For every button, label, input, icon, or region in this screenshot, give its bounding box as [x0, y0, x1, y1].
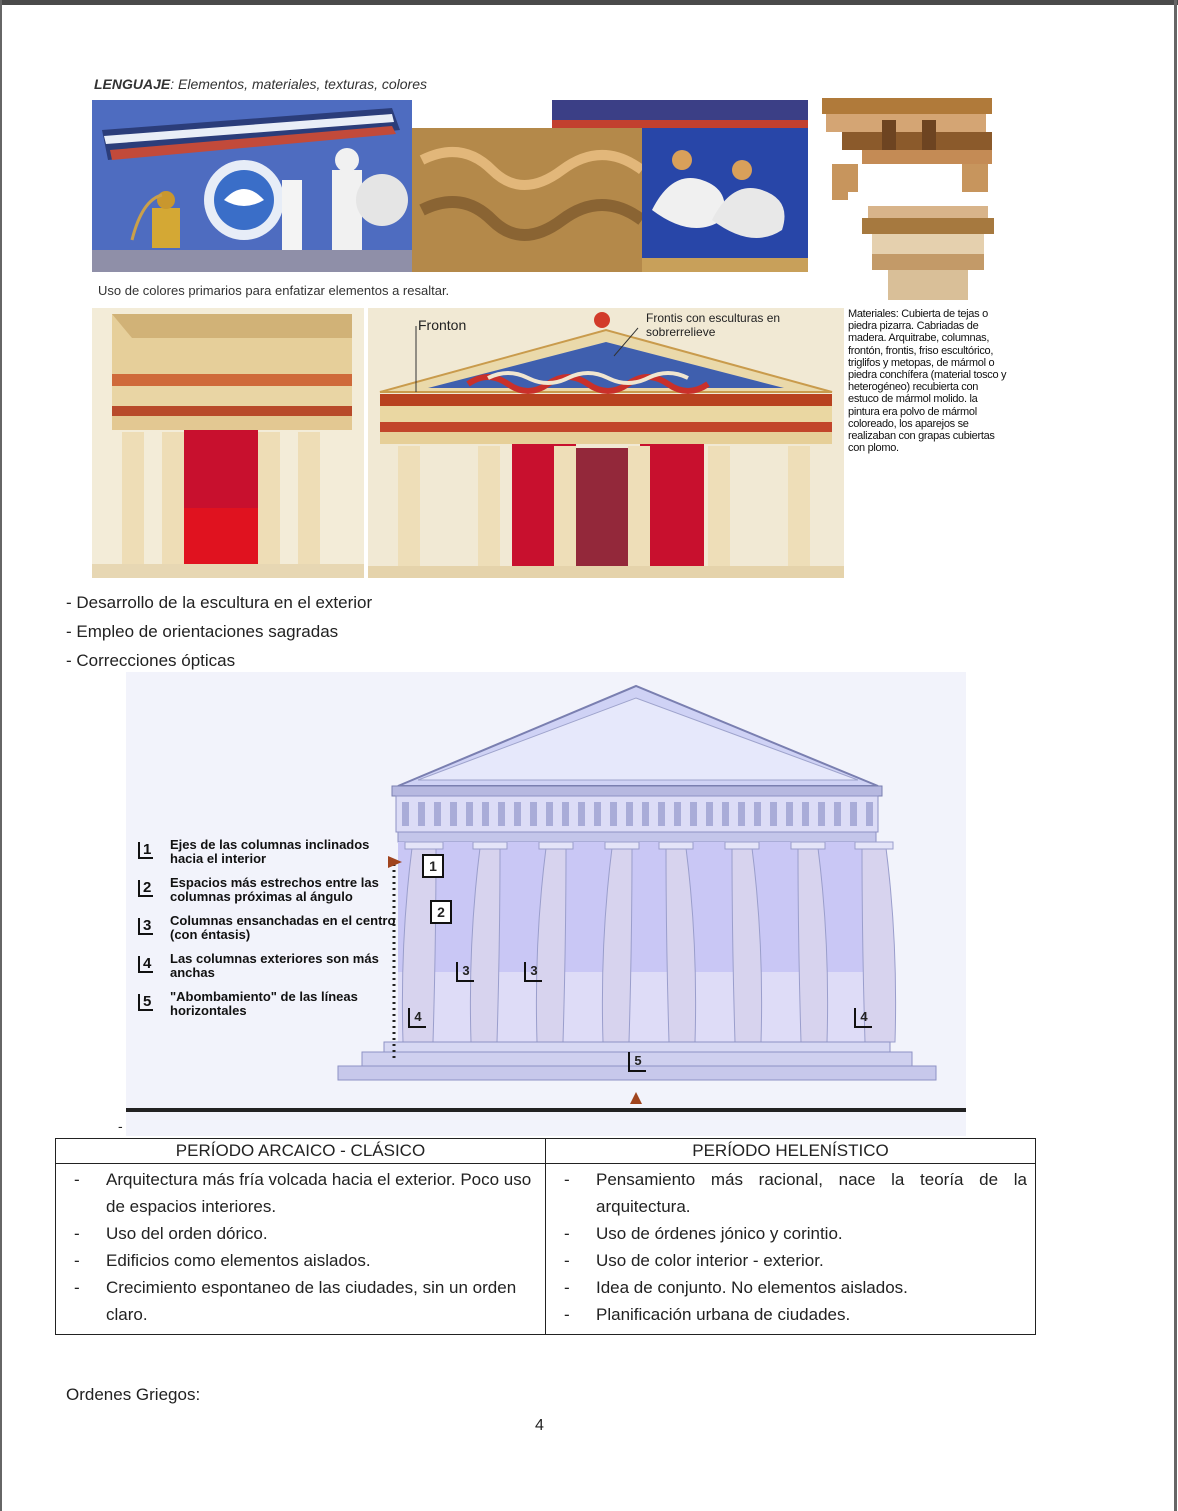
table-header-row [56, 1139, 1036, 1164]
page-right-border [1174, 0, 1177, 1511]
list-item: - Uso de color interior - exterior. [564, 1251, 824, 1270]
language-materials-figure [88, 70, 1008, 590]
marker-3a: 3 [456, 962, 474, 982]
triglyph [866, 802, 873, 826]
header-archaic-classic: PERÍODO ARCAICO - CLÁSICO [56, 1139, 546, 1164]
triglyph [562, 802, 569, 826]
temple-front-image [368, 308, 844, 578]
triglyph [658, 802, 665, 826]
marker-4b: 4 [854, 1008, 872, 1028]
page-top-border [0, 0, 1178, 5]
triglyph [578, 802, 585, 826]
triglyph [818, 802, 825, 826]
triglyph [610, 802, 617, 826]
figure-title-bold: LENGUAJE [94, 76, 171, 92]
legend-item-5: 5 "Abombamiento" de las líneas horizontales [138, 990, 398, 1018]
legend-item-4: 4 Las columnas exteriores son más anchas [138, 952, 398, 980]
frieze-relief-image [412, 100, 808, 272]
bullet-optical: - Correcciones ópticas [66, 651, 236, 670]
triglyph [738, 802, 745, 826]
triglyph [482, 802, 489, 826]
list-item: - Uso de órdenes jónico y corintio. [564, 1224, 843, 1243]
figure-dash: - [118, 1118, 123, 1134]
bullet-orientation: - Empleo de orientaciones sagradas [66, 622, 339, 641]
marker-5: 5 [628, 1052, 646, 1072]
column-capital [855, 842, 893, 849]
legend-item-2: 2 Espacios más estrechos entre las columnas próximas al ángulo [138, 876, 398, 904]
fronton-label: Fronton [418, 317, 467, 333]
figure-title [94, 76, 427, 92]
column-capital [791, 842, 825, 849]
primary-colors-caption: Uso de colores primarios para enfatizar elementos a resaltar. [98, 283, 450, 298]
triglyph [466, 802, 473, 826]
triglyph [418, 802, 425, 826]
list-item: - Edificios como elementos aislados. [74, 1251, 371, 1270]
triglyph [850, 802, 857, 826]
triglyph [642, 802, 649, 826]
triglyph [674, 802, 681, 826]
triglyph [498, 802, 505, 826]
triglyph [434, 802, 441, 826]
optical-corrections-figure [126, 672, 966, 1136]
triglyph [802, 802, 809, 826]
page-number: 4 [535, 1417, 544, 1434]
triglyph [770, 802, 777, 826]
table-row [56, 1164, 1036, 1335]
column-capital [405, 842, 443, 849]
column-capital [725, 842, 759, 849]
triglyph [722, 802, 729, 826]
legend-item-3: 3 Columnas ensanchadas en el centro (con éntasis) [138, 914, 398, 942]
entablature-corner-image-1 [812, 80, 1008, 200]
legend-item-1: 1 Ejes de las columnas inclinados hacia el interior [138, 838, 398, 866]
marker-4a: 4 [408, 1008, 426, 1028]
triglyph [546, 802, 553, 826]
column-capital [473, 842, 507, 849]
marker-2: 2 [430, 900, 452, 924]
triglyph [450, 802, 457, 826]
list-item: - Uso del orden dórico. [74, 1224, 268, 1243]
header-hellenistic: PERÍODO HELENÍSTICO [546, 1139, 1036, 1164]
optical-corrections-legend [138, 838, 398, 1028]
list-item: - Pensamiento más racional, nace la teoría de la arquitectura. [564, 1170, 1027, 1216]
list-item: - Idea de conjunto. No elementos aislados. [564, 1278, 908, 1297]
page-left-border [0, 0, 2, 1511]
triglyph [402, 802, 409, 826]
entablature-corner-image-2 [848, 192, 1008, 300]
painted-statues-image [92, 100, 412, 272]
periods-comparison-table [55, 1138, 1036, 1335]
triglyph [754, 802, 761, 826]
list-item: - Planificación urbana de ciudades. [564, 1305, 851, 1324]
hellenistic-cell [546, 1164, 1036, 1335]
bullet-sculpture: - Desarrollo de la escultura en el exterior [66, 593, 373, 612]
frontis-label: Frontis con esculturas en sobrerrelieve [646, 311, 781, 339]
triglyph [786, 802, 793, 826]
triglyph [514, 802, 521, 826]
greek-orders-heading: Ordenes Griegos: [66, 1385, 201, 1404]
temple-side-image [92, 308, 364, 578]
marker-3b: 3 [524, 962, 542, 982]
column-capital [539, 842, 573, 849]
list-item: - Crecimiento espontaneo de las ciudades, sin un orden claro. [74, 1278, 517, 1324]
triglyph [690, 802, 697, 826]
triglyph [594, 802, 601, 826]
materials-description: Materiales: Cubierta de tejas o piedra pizarra. Cabriadas de madera. Arquitrabe, columnas, frontón, frontis, friso escultórico, triglifos y metopas, de mármol o piedra conchífera (material tosco y heterogéneo) recubierta con estuco de mármol molido. la pintura era polvo de mármol coloreado, los aparejos se realizaban con grapas cubiertas con plomo. [848, 308, 1007, 455]
column-capital [605, 842, 639, 849]
feature-bullet-list [66, 588, 372, 675]
triglyph [626, 802, 633, 826]
marker-1: 1 [422, 854, 444, 878]
archaic-classic-cell [56, 1164, 546, 1335]
list-item: - Arquitectura más fría volcada hacia el exterior. Poco uso de espacios interiores. [74, 1170, 532, 1216]
triglyph [834, 802, 841, 826]
triglyph [530, 802, 537, 826]
column-capital [659, 842, 693, 849]
figure-title-rest: : Elementos, materiales, texturas, colores [170, 76, 428, 92]
triglyph [706, 802, 713, 826]
